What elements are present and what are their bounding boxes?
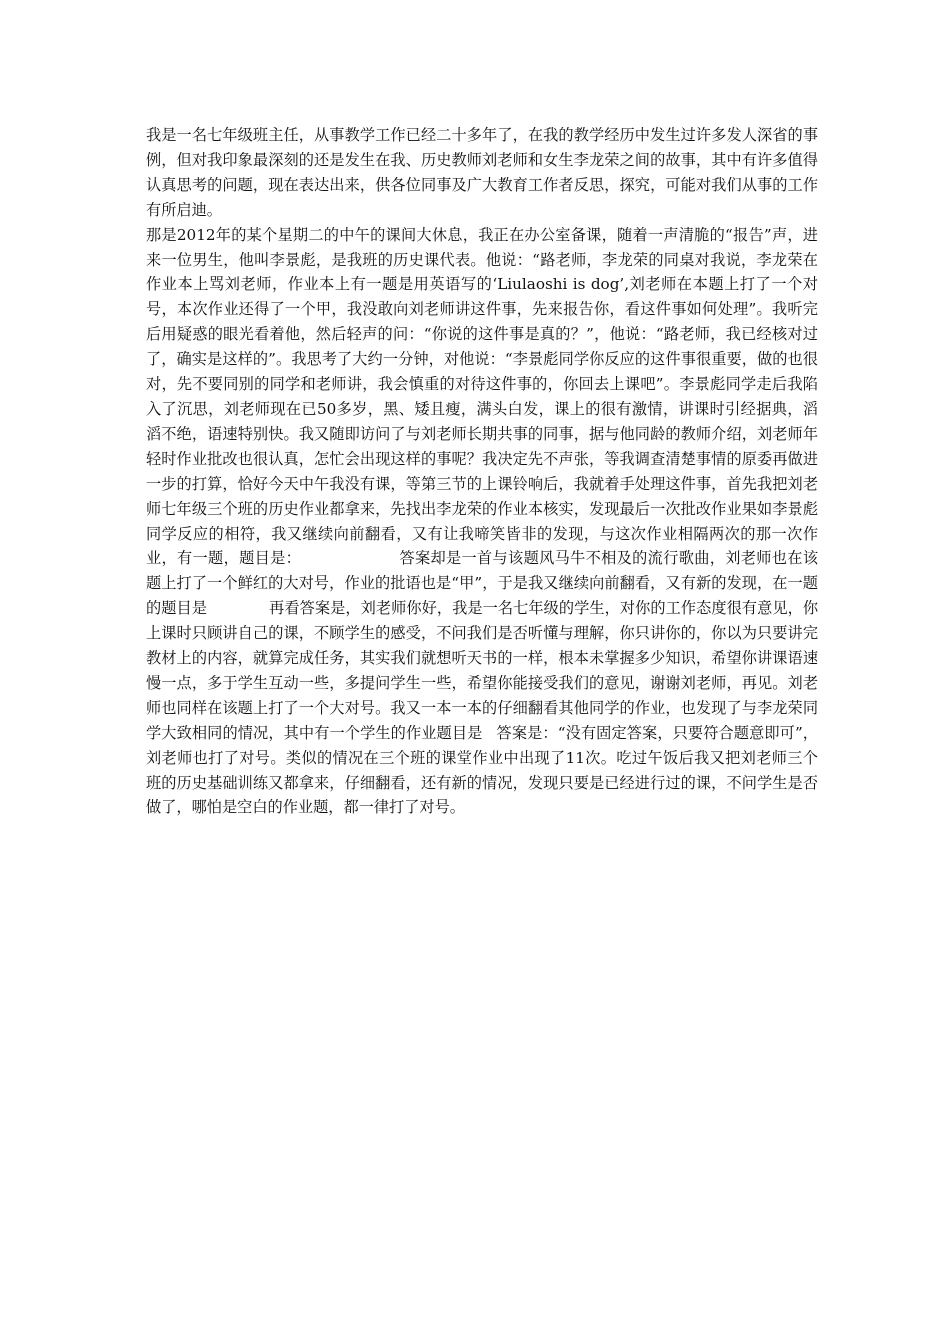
paragraph-story [146,223,818,821]
paragraph-intro: 我是一名七年级班主任，从事教学工作已经二十多年了，在我的教学经历中发生过许多发人深省的事例，但对我印象最深刻的还是发生在我、历史教师刘老师和女生李龙荣之间的故事，其中有许多值得认真思考的问题，现在表达出来，供各位同事及广大教育工作者反思，探究，可能对我们从事的工作有所启迪。 [146,126,818,219]
article-body [146,123,818,820]
story-text-part-4: 答案是：“没有固定答案，只要符合题意即可”，刘老师也打了对号。类似的情况在三个班的课堂作业中出现了11次。吃过午饭后我又把刘老师三个班的历史基础训练又都拿来，仔细翻看，还有新的情况，发现只要是已经进行过的课，不问学生是否做了，哪怕是空白的作业题，都一律打了对号。 [146,723,818,817]
story-text-part-2: 答案却是一首与该题风马牛不相及的流行歌曲，刘老师也在该题上打了一个鲜红的大对号，作业的批语也是“甲”，于是我又继续向前翻看，又有新的发现，在一题的题目是 [146,549,819,618]
story-text-part-3: 再看答案是，刘老师你好，我是一名七年级的学生，对你的工作态度很有意见，你上课时只顾讲自己的课，不顾学生的感受，不问我们是否听懂与理解，你只讲你的，你以为只要讲完教材上的内容，就算完成任务，其实我们就想听天书的一样，根本未掌握多少知识，希望你讲课语速慢一点，多于学生互动一些，多提问学生一些，希望你能接受我们的意见，谢谢刘老师，再见。刘老师也同样在该题上打了一个大对号。我又一本一本的仔细翻看其他同学的作业，也发现了与李龙荣同学大致相同的情况，其中有一个学生的作业题目是 [146,599,818,742]
story-text-part-1: 那是2012年的某个星期二的中午的课间大休息，我正在办公室备课，随着一声清脆的“报告”声，进来一位男生，他叫李景彪，是我班的历史课代表。他说：“路老师，李龙荣的同桌对我说，李龙荣在作业本上骂刘老师，作业本上有一题是用英语写的‘Liulaoshi is dog’,刘老师在本题上打了一个对号，本次作业还得了一个甲，我没敢向刘老师讲这件事，先来报告你，看这件事如何处理”。我听完后用疑惑的眼光看着他，然后轻声的问：“你说的这件事是真的？”，他说：“路老师，我已经核对过了，确实是这样的”。我思考了大约一分钟，对他说：“李景彪同学你反应的这件事很重要，做的也很对，先不要同别的同学和老师讲，我会慎重的对待这件事的，你回去上课吧”。李景彪同学走后我陷入了沉思，刘老师现在已50多岁，黑、矮且瘦，满头白发，课上的很有激情，讲课时引经据典，滔滔不绝，语速特别快。我又随即访问了与刘老师长期共事的同事，据与他同龄的教师介绍，刘老师年轻时作业批改也很认真，怎忙会出现这样的事呢？我决定先不声张，等我调查清楚事情的原委再做进一步的打算，恰好今天中午我没有课，等第三节的上课铃响后，我就着手处理这件事，首先我把刘老师七年级三个班的历史作业都拿来，先找出李龙荣的作业本核实，发现最后一次批改作业果如李景彪同学反应的相符，我又继续向前翻看，又有让我啼笑皆非的发现，与这次作业相隔两次的那一次作业，有一题，题目是： [146,225,818,568]
